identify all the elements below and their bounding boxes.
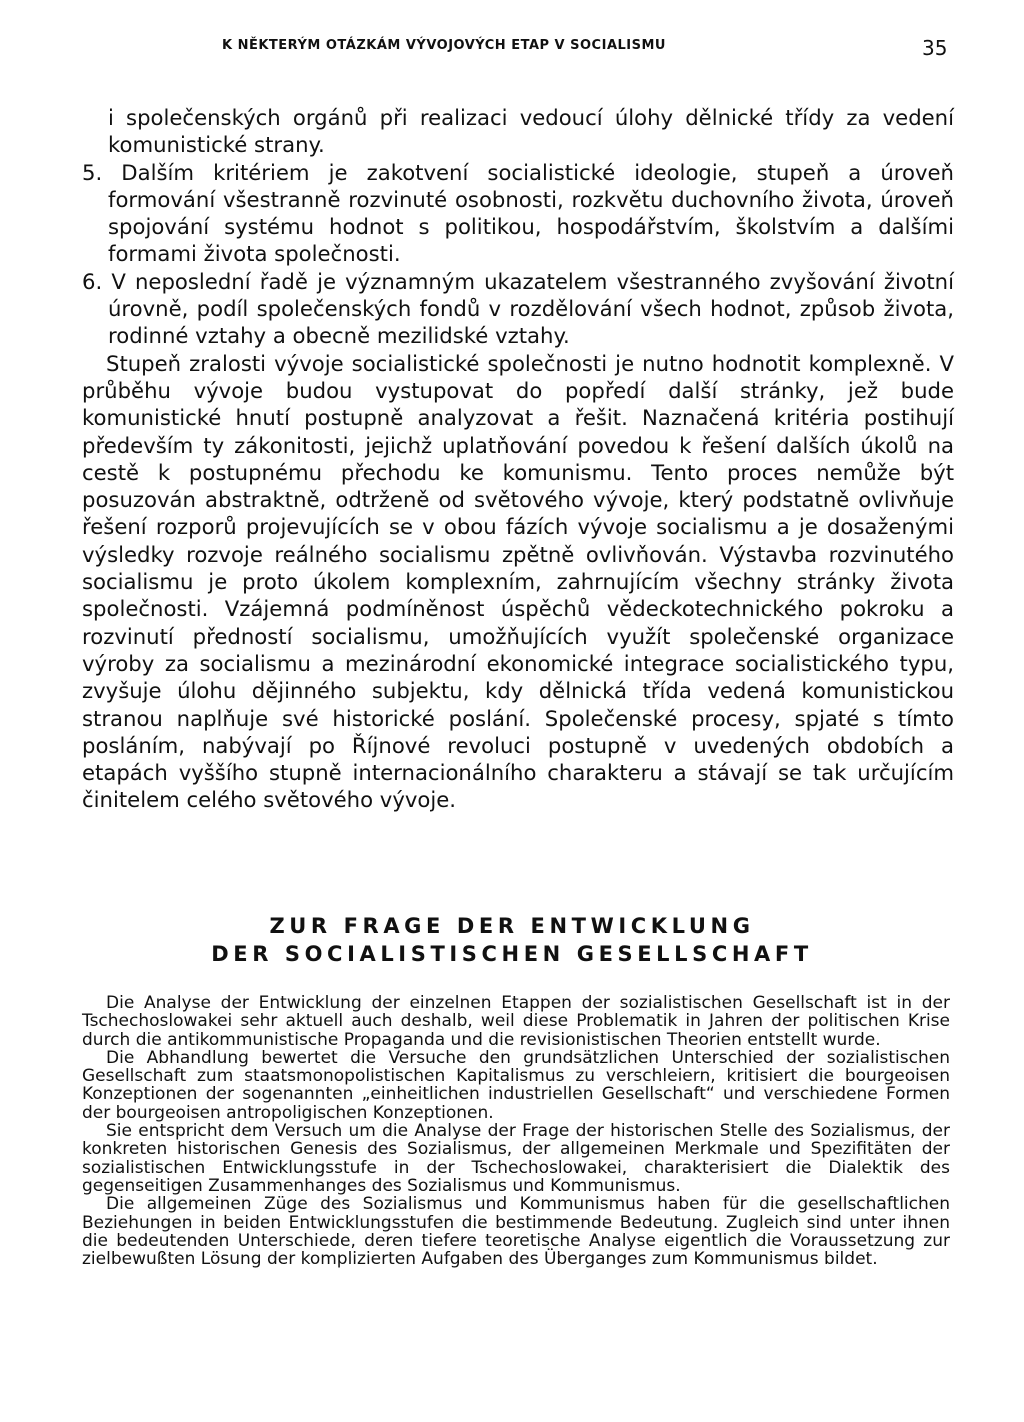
german-summary: [82, 994, 950, 1268]
criterion-6-text: 6. V neposlední řadě je významným ukazatelem všestranného zvyšování životní úrovně, podíl společenských fondů v rozdělování všech hodnot, způsob života, rodinné vztahy a obecně mezilidské vztahy.: [82, 268, 954, 349]
summary-paragraph: Sie entspricht dem Versuch um die Analyse der Frage der historischen Stelle des Sozialismus, der konkreten historischen Genesis des Sozialismus, der allgemeinen Merkmale und Spezifitäten der sozialistischen Entwicklungsstufe in der Tschechoslowakei, charakterisiert die Dialektik des gegenseitigen Zusammenhanges des Sozialismus und Kommunismus.: [82, 1121, 950, 1196]
summary-heading-line-1: ZUR FRAGE DER ENTWICKLUNG: [269, 914, 755, 938]
summary-paragraph: Die Abhandlung bewertet die Versuche den grundsätzlichen Unterschied der sozialistischen Gesellschaft zum staatsmonopolistischen Kapitalismus zu verschleiern, kritisiert die bourgeoisen Konzeptionen der sogenannten „einheitlichen industriellen Gesellschaft“ und verschiedene Formen der bourgeoisen antropoligischen Konzeptionen.: [82, 1047, 950, 1123]
continuation-paragraph: i společenských orgánů při realizaci vedoucí úlohy dělnické třídy za vedení komunistické strany.: [108, 105, 954, 158]
criterion-6: [82, 268, 954, 350]
page-number: 35: [922, 36, 948, 60]
summary-heading-line-2: DER SOCIALISTISCHEN GESELLSCHAFT: [211, 942, 813, 966]
running-head: K NĚKTERÝM OTÁZKÁM VÝVOJOVÝCH ETAP V SOCIALISMU: [222, 38, 666, 53]
criterion-5-text: 5. Dalším kritériem je zakotvení socialistické ideologie, stupeň a úroveň formování všestranně rozvinuté osobnosti, rozkvětu duchovního života, úroveň spojování systému hodnot s politikou, hospodářstvím, školstvím a dalšími formami života společnosti.: [82, 159, 954, 267]
criterion-5: [82, 159, 954, 268]
czech-body: [82, 104, 954, 814]
summary-heading: [82, 912, 942, 968]
body-paragraph: Stupeň zralosti vývoje socialistické společnosti je nutno hodnotit komplexně. V průběhu vývoje budou vystupovat do popředí další stránky, jež bude komunistické hnutí postupně analyzovat a řešit. Naznačená kritéria postihují především ty zákonitosti, jejichž uplatňování povedou k řešení dalších úkolů na cestě k postupnému přechodu ke komunismu. Tento proces nemůže být posuzován abstraktně, odtrženě od světového vývoje, který podstatně ovlivňuje řešení rozporů projevujících se v obou fázích vývoje socialismu a je dosaženými výsledky rozvoje reálného socialismu zpětně ovlivňován. Výstavba rozvinutého socialismu je proto úkolem komplexním, zahrnujícím všechny stránky života společnosti. Vzájemná podmíněnost úspěchů vědeckotechnického pokroku a rozvinutí předností socialismu, umožňujících využít společenské organizace výroby za socialismu a mezinárodní ekonomické integrace socialistického typu, zvyšuje úlohu dějinného subjektu, kdy dělnická třída vedená komunistickou stranou naplňuje své historické poslání. Společenské procesy, spjaté s tímto posláním, nabývají po Říjnové revoluci postupně v uvedených obdobích a etapách vyššího stupně internacionálního charakteru a stávají se tak určujícím činitelem celého světového vývoje.: [82, 350, 954, 813]
summary-paragraph: Die Analyse der Entwicklung der einzelnen Etappen der sozialistischen Gesellschaft ist in der Tschechoslowakei sehr aktuell auch deshalb, weil diese Problematik in Jahren der politischen Krise durch die antikommunistische Propaganda und die revisionistischen Theorien entstellt wurde.: [82, 993, 950, 1050]
summary-paragraph: Die allgemeinen Züge des Sozialismus und Kommunismus haben für die gesellschaftlichen Beziehungen in beiden Entwicklungsstufen die bestimmende Bedeutung. Zugleich sind unter ihnen die bedeutenden Unterschiede, deren tiefere teoretische Analyse eigentlich die Voraussetzung zur zielbewußten Lösung der komplizierten Aufgaben des Überganges zum Kommunismus bildet.: [82, 1194, 950, 1270]
